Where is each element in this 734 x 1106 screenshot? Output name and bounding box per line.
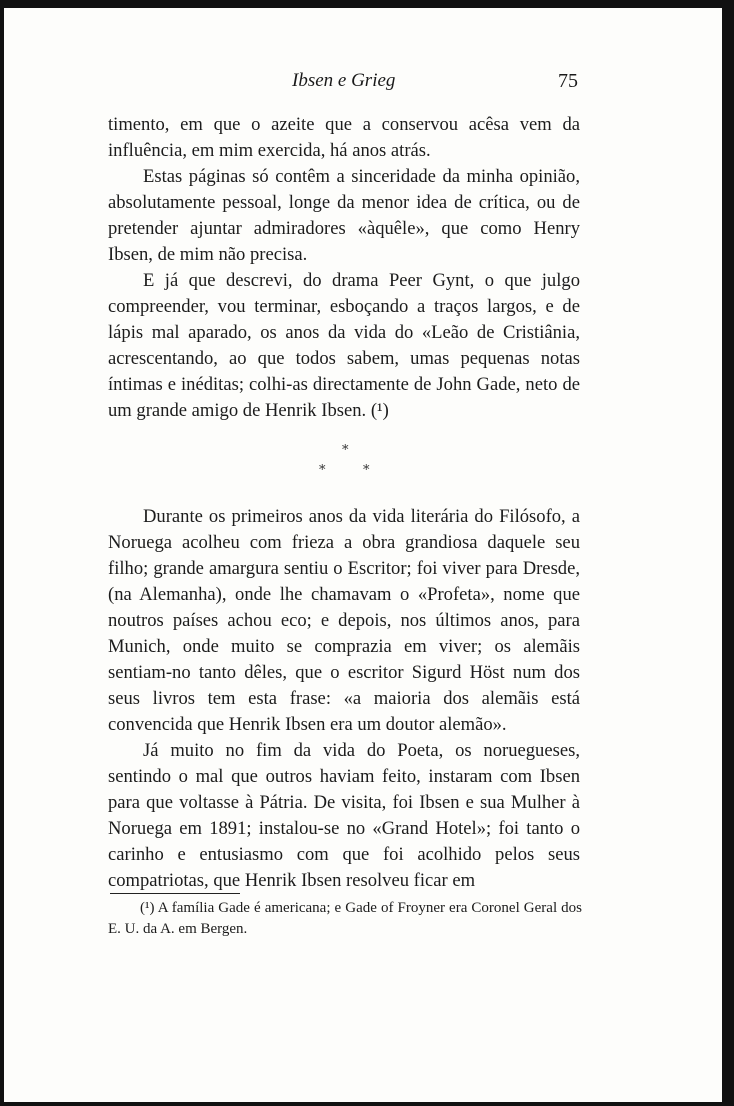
paragraph: Estas páginas só contêm a sinceridade da minha opinião, absolutamente pessoal, longe da menor idea de crítica, ou de pretender ajuntar admiradores «àquêle», que como Henry Ibsen, de mim não precisa.: [108, 166, 580, 265]
section-after-break: [108, 504, 580, 894]
page-number: 75: [558, 70, 578, 92]
footnote-divider: [110, 893, 240, 894]
asterism-star: *: [363, 463, 370, 478]
section-break-asterism: [108, 432, 580, 504]
asterism-star: *: [342, 443, 349, 458]
paragraph: Já muito no fim da vida do Poeta, os noruegueses, sentindo o mal que outros haviam feito, instaram com Ibsen para que voltasse à Pátria. De visita, foi Ibsen e sua Mulher à Noruega em 1891; instalou-se no «Grand Hotel»; foi tanto o carinho e entusiasmo com que foi acolhido pelos seus compatriotas, que Henrik Ibsen resolveu ficar em: [108, 740, 580, 891]
paragraph-continuation: timento, em que o azeite que a conservou acêsa vem da influência, em mim exercida, há anos atrás.: [108, 114, 580, 161]
asterism-star: *: [319, 463, 326, 478]
footnote-text: (¹) A família Gade é americana; e Gade of Froyner era Coronel Geral dos E. U. da A. em Bergen.: [108, 900, 582, 937]
page-header: [108, 70, 578, 98]
running-title: Ibsen e Grieg: [292, 70, 396, 91]
footnote: [108, 898, 582, 940]
paragraph: Durante os primeiros anos da vida literária do Filósofo, a Noruega acolheu com frieza a obra grandiosa daquele seu filho; grande amargura sentiu o Escritor; foi viver para Dresde, (na Alemanha), onde lhe chamavam o «Profeta», nome que noutros países achou eco; e depois, nos últimos anos, para Munich, onde muito se comprazia em viver; os alemãis sentiam-no tanto dêles, que o escritor Sigurd Höst num dos seus livros tem esta frase: «a maioria dos alemãis está convencida que Henrik Ibsen era um doutor alemão».: [108, 506, 580, 735]
paragraph: E já que descrevi, do drama Peer Gynt, o que julgo compreender, vou terminar, esboçando a traços largos, e de lápis mal aparado, os anos da vida do «Leão de Cristiânia, acrescentando, ao que todos sabem, umas pequenas notas íntimas e inéditas; colhi-as directamente de John Gade, neto de um grande amigo de Henrik Ibsen. (¹): [108, 270, 580, 421]
body-text: [108, 112, 580, 894]
